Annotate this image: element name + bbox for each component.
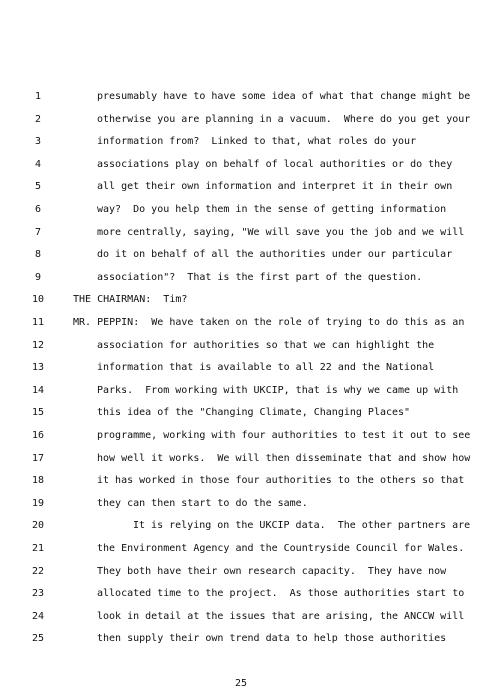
line-text: do it on behalf of all the authorities under our particular	[97, 249, 453, 261]
line-number: 8	[34, 249, 42, 261]
transcript-line	[0, 407, 482, 429]
line-text: it has worked in those four authorities to the others so that	[97, 475, 465, 487]
line-number: 22	[31, 565, 45, 577]
line-text: then supply their own trend data to help those authorities	[97, 633, 447, 645]
transcript-line	[0, 566, 482, 588]
line-text: association"? That is the first part of the question.	[97, 271, 423, 283]
transcript-line	[0, 475, 482, 497]
line-number: 19	[31, 497, 45, 509]
transcript-line	[0, 543, 482, 565]
page-number: 25	[234, 678, 248, 689]
line-number: 18	[31, 475, 45, 487]
line-number: 10	[31, 294, 45, 306]
line-number: 15	[31, 407, 45, 419]
line-number: 3	[34, 136, 42, 148]
line-text: presumably have to have some idea of what that change might be	[97, 91, 471, 102]
transcript-line	[0, 340, 482, 362]
line-text: programme, working with four authorities to test it out to see	[97, 430, 471, 441]
transcript-line	[0, 317, 482, 339]
transcript-line	[0, 204, 482, 226]
transcript-line	[0, 633, 482, 655]
line-text: information that is available to all 22 and the National	[97, 362, 435, 374]
transcript-line	[0, 294, 482, 316]
line-number: 16	[31, 430, 45, 441]
transcript-line	[0, 498, 482, 520]
transcript-line	[0, 272, 482, 294]
line-number: 9	[34, 271, 42, 283]
line-text: otherwise you are planning in a vacuum. Where do you get your	[97, 113, 471, 125]
transcript-line	[0, 362, 482, 384]
line-text: more centrally, saying, "We will save you the job and we will	[97, 226, 465, 238]
transcript-line	[0, 249, 482, 271]
transcript-line	[0, 520, 482, 542]
transcript-line	[0, 181, 482, 203]
line-number: 11	[31, 317, 45, 328]
transcript-line	[0, 430, 482, 452]
transcript-line	[0, 136, 482, 158]
line-text: Parks. From working with UKCIP, that is why we came up with	[97, 384, 459, 396]
line-text: all get their own information and interpret it in their own	[97, 181, 453, 193]
line-number: 7	[34, 226, 42, 238]
line-number: 5	[34, 181, 42, 193]
line-text: way? Do you help them in the sense of getting information	[97, 204, 447, 215]
line-number: 24	[31, 610, 45, 622]
line-text: MR. PEPPIN: We have taken on the role of trying to do this as an	[73, 317, 465, 328]
line-number: 14	[31, 384, 45, 396]
line-text: association for authorities so that we can highlight the	[97, 339, 435, 351]
line-text: the Environment Agency and the Countryside Council for Wales.	[97, 543, 465, 554]
transcript-line	[0, 453, 482, 475]
line-text: information from? Linked to that, what roles do your	[97, 136, 417, 148]
line-text: THE CHAIRMAN: Tim?	[73, 294, 188, 306]
line-number: 4	[34, 158, 42, 170]
transcript-line	[0, 385, 482, 407]
line-text: They both have their own research capacity. They have now	[97, 565, 447, 577]
line-text: look in detail at the issues that are arising, the ANCCW will	[97, 610, 465, 622]
line-number: 2	[34, 113, 42, 125]
transcript-line	[0, 159, 482, 181]
line-text: allocated time to the project. As those authorities start to	[97, 588, 465, 600]
line-number: 20	[31, 520, 45, 532]
transcript-line	[0, 91, 482, 113]
line-text: they can then start to do the same.	[97, 497, 308, 509]
transcript-line	[0, 611, 482, 633]
line-text: It is relying on the UKCIP data. The other partners are	[133, 520, 471, 532]
line-number: 12	[31, 339, 45, 351]
line-number: 13	[31, 362, 45, 374]
transcript-line	[0, 227, 482, 249]
line-number: 23	[31, 588, 45, 600]
line-text: how well it works. We will then disseminate that and show how	[97, 452, 471, 464]
transcript-line	[0, 588, 482, 610]
line-number: 1	[34, 91, 42, 102]
line-number: 17	[31, 452, 45, 464]
line-text: this idea of the "Changing Climate, Changing Places"	[97, 407, 411, 419]
line-text: associations play on behalf of local authorities or do they	[97, 158, 453, 170]
line-number: 21	[31, 543, 45, 554]
transcript-line	[0, 114, 482, 136]
line-number: 25	[31, 633, 45, 645]
line-number: 6	[34, 204, 42, 215]
